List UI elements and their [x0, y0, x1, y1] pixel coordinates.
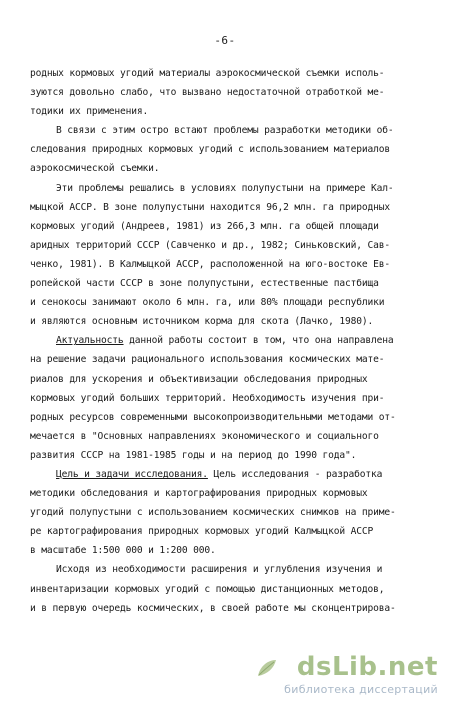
- section-heading: Цель и задачи исследования.: [56, 468, 208, 480]
- text-line: Эти проблемы решались в условиях полупустыни на примере Кал-: [56, 182, 394, 194]
- text-line: инвентаризации кормовых угодий с помощью дистанционных методов,: [30, 583, 385, 595]
- text-line: и в первую очередь космических, в своей работе мы сконцентрирова-: [30, 602, 396, 614]
- text-line: и сенокосы занимают около 6 млн. га, или 80% площади республики: [30, 297, 385, 309]
- text-line: на решение задачи рационального использования космических мате-: [30, 354, 385, 366]
- line-text: Цель исследования - разработка: [207, 468, 383, 480]
- watermark: [248, 652, 438, 696]
- section-heading: Актуальность: [56, 335, 124, 347]
- text-line: родных ресурсов современными высокопроизводительными методами от-: [30, 411, 396, 423]
- text-line: кормовых угодий больших территорий. Необходимость изучения при-: [30, 392, 385, 404]
- text-line: методики обследования и картографирования природных кормовых: [30, 488, 368, 500]
- leaf-icon: [256, 658, 278, 678]
- text-line: зуются довольно слабо, что вызвано недостаточной отработкой ме-: [30, 87, 385, 99]
- line-text: данной работы состоит в том, что она направлена: [123, 335, 394, 347]
- text-line: развития СССР на 1981-1985 годы и на период до 1990 года".: [30, 449, 357, 461]
- text-line: тодики их применения.: [30, 106, 149, 118]
- text-line: ропейской части СССР в зоне полупустыни, естественные пастбища: [30, 278, 379, 290]
- text-line: в масштабе 1:500 000 и 1:200 000.: [30, 545, 216, 557]
- text-line: мыцкой АССР. В зоне полупустыни находится 96,2 млн. га природных: [30, 201, 391, 213]
- watermark-subtitle: библиотека диссертаций: [284, 683, 438, 696]
- text-line: ре картографирования природных кормовых угодий Калмыцкой АССР: [30, 526, 374, 538]
- text-line: угодий полупустыни с использованием космических снимков на приме-: [30, 507, 396, 519]
- text-line: риалов для ускорения и объективизации обследования природных: [30, 373, 368, 385]
- text-line: [30, 331, 428, 350]
- watermark-logo: dsLib.net: [296, 652, 438, 682]
- text-line: и являются основным источником корма для скота (Лачко, 1980).: [30, 316, 374, 328]
- text-line: ченко, 1981). В Калмыцкой АССР, расположенной на юго-востоке Ев-: [30, 258, 391, 270]
- document-body: [30, 64, 428, 618]
- text-line: родных кормовых угодий материалы аэрокосмической съемки исполь-: [30, 68, 385, 79]
- text-line: аэрокосмической съемки.: [30, 163, 160, 175]
- text-line: следования природных кормовых угодий с использованием материалов: [30, 144, 391, 156]
- text-line: Исходя из необходимости расширения и углубления изучения и: [56, 564, 383, 576]
- text-line: В связи с этим остро встают проблемы разработки методики об-: [56, 125, 394, 137]
- text-line: кормовых угодий (Андреев, 1981) из 266,3 млн. га общей площади: [30, 220, 379, 232]
- page-number: -6-: [214, 34, 236, 47]
- text-line: аридных территорий СССР (Савченко и др., 1982; Синьковский, Сав-: [30, 239, 391, 251]
- text-line: [30, 465, 428, 484]
- text-line: мечается в "Основных направлениях экономического и социального: [30, 430, 379, 442]
